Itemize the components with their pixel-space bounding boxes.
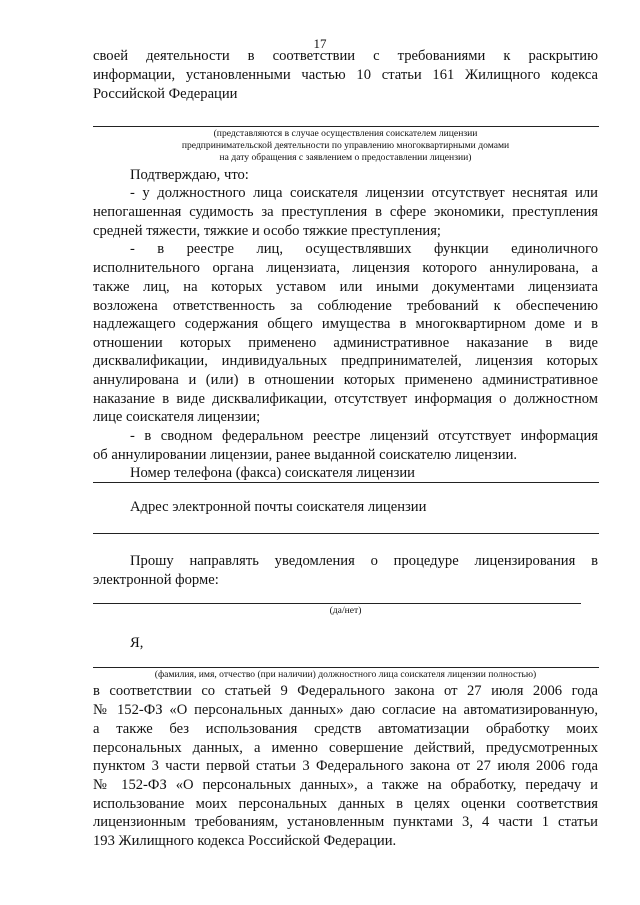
confirm-item3-line-1: - в сводном федеральном реестре лицензий отсутствует информация <box>130 428 598 444</box>
consent-line-9: 193 Жилищного кодекса Российской Федерации. <box>93 833 397 849</box>
fio-caption: (фамилия, имя, отчество (при наличии) должностного лица соискателя лицензии полностью) <box>154 669 537 680</box>
email-field-line[interactable] <box>93 533 599 534</box>
confirm-item2-line-10: лице соискателя лицензии; <box>93 409 261 425</box>
confirm-item2-line-6: отношении которых применено административное наказание в виде <box>93 335 598 351</box>
confirm-item2-line-8: аннулирована и (или) в отношении которых применено административное <box>93 372 598 388</box>
confirm-item2-line-7: дисквалификации, индивидуальных предпринимателей, лицензия которых <box>93 353 598 369</box>
electronic-line-2: электронной форме: <box>93 572 219 588</box>
consent-line-5: пунктом 3 части первой статьи 3 Федерального закона от 27 июля 2006 года <box>93 758 598 774</box>
confirm-item2-line-2: исполнительного органа лицензиата, лицензия которого аннулирована, а <box>93 260 598 276</box>
consent-line-4: персональных данных, а именно совершение действий, предусмотренных <box>93 740 598 756</box>
confirm-item2-line-4: возложена ответственность за соблюдение требований к обеспечению <box>93 298 598 314</box>
electronic-line-1: Прошу направлять уведомления о процедуре лицензирования в <box>130 553 598 569</box>
consent-line-2: № 152-ФЗ «О персональных данных» даю согласие на автоматизированную, <box>93 702 598 718</box>
para-top-line-3: Российской Федерации <box>93 86 238 102</box>
electronic-answer-line[interactable] <box>93 603 581 604</box>
confirm-item1-line-3: средней тяжести, тяжкие и особо тяжкие преступления; <box>93 223 441 239</box>
disclosure-caption-2: предпринимательской деятельности по управлению многоквартирными домами <box>181 140 510 151</box>
phone-label: Номер телефона (факса) соискателя лицензии <box>130 465 415 481</box>
consent-line-1: в соответствии со статьей 9 Федерального закона от 27 июля 2006 года <box>93 683 598 699</box>
electronic-caption: (да/нет) <box>329 605 362 616</box>
confirm-item2-line-5: надлежащего содержания общего имущества в многоквартирном доме и в <box>93 316 598 332</box>
consent-line-3: а также без использования средств автоматизации обработку моих <box>93 721 598 737</box>
confirm-item2-line-1: - в реестре лиц, осуществлявших функции единоличного <box>130 241 598 257</box>
consent-line-7: использование моих персональных данных в целях оценки соответствия <box>93 796 598 812</box>
confirm-item2-line-9: наказание в виде дисквалификации, отсутствует информация о должностном <box>93 391 598 407</box>
ya-label: Я, <box>130 635 144 651</box>
confirm-item1-line-2: непогашенная судимость за преступления в сфере экономики, преступления <box>93 204 598 220</box>
page-number: 17 <box>313 36 327 51</box>
para-top-line-2: информации, установленными частью 10 статьи 161 Жилищного кодекса <box>93 67 598 83</box>
confirm-heading: Подтверждаю, что: <box>130 167 249 183</box>
disclosure-caption-3: на дату обращения с заявлением о предоставлении лицензии) <box>219 152 472 163</box>
consent-line-8: лицензионным требованиям, установленным пунктами 3, 4 части 1 статьи <box>93 814 598 830</box>
confirm-item2-line-3: также лиц, на которых уставом или иными документами лицензиата <box>93 279 598 295</box>
fio-field-line[interactable] <box>93 667 599 668</box>
para-top-line-1: своей деятельности в соответствии с требованиями к раскрытию <box>93 48 598 64</box>
disclosure-caption-1: (представляются в случае осуществления соискателем лицензии <box>213 128 478 139</box>
disclosure-underline <box>93 126 599 127</box>
email-label: Адрес электронной почты соискателя лицензии <box>130 499 427 515</box>
confirm-item3-line-2: об аннулировании лицензии, ранее выданной соискателю лицензии. <box>93 447 518 463</box>
phone-field-line[interactable] <box>93 482 599 483</box>
consent-line-6: № 152-ФЗ «О персональных данных», а также на обработку, передачу и <box>93 777 598 793</box>
confirm-item1-line-1: - у должностного лица соискателя лицензии отсутствует неснятая или <box>130 185 598 201</box>
